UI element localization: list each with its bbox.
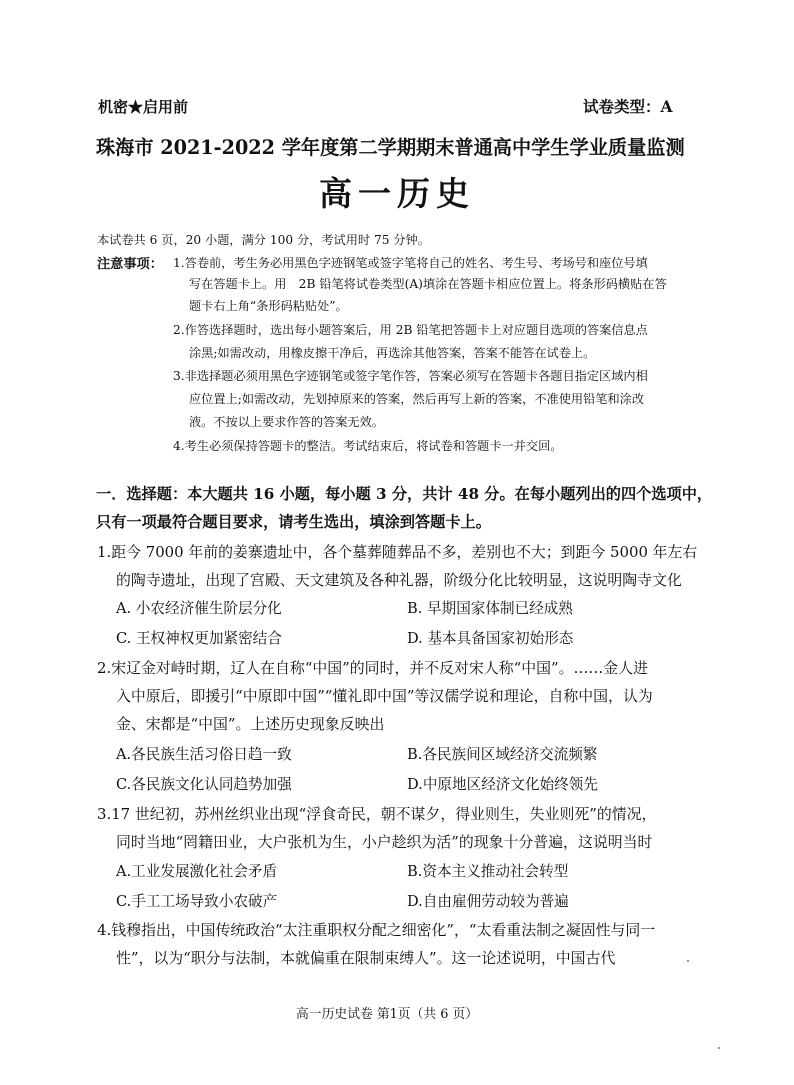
section-heading: 只有一项最符合题目要求，请考生选出，填涂到答题卡上。 [96, 513, 491, 531]
question-text: 性”，以为“职分与法制，本就偏重在限制束缚人”。这一论述说明，中国古代 [116, 949, 616, 967]
notice-line: 4.考生必须保持答题卡的整洁。考试结束后，将试卷和答题卡一并交回。 [173, 439, 563, 453]
option-b: B.各民族间区域经济交流频繁 [407, 746, 598, 763]
notice-label: 注意事项： [97, 257, 163, 272]
scan-speck [687, 960, 689, 962]
option-a: A.各民族生活习俗日趋一致 [116, 746, 292, 763]
option-c: C.各民族文化认同趋势加强 [116, 776, 292, 793]
question-text: 2.宋辽金对峙时期，辽人在自称“中国”的同时，并不反对宋人称“中国”。……金人进 [97, 659, 648, 677]
option-a: A.工业发展激化社会矛盾 [116, 863, 278, 880]
paper-type-label: 试卷类型：A [583, 97, 673, 116]
notice-line: 应位置上;如需改动，先划掉原来的答案，然后再写上新的答案，不准使用铅笔和涂改 [189, 392, 645, 406]
option-c: C.手工工场导致小农破产 [116, 893, 278, 910]
option-d: D.中原地区经济文化始终领先 [407, 776, 598, 793]
option-d: D.自由雇佣劳动较为普遍 [407, 893, 569, 910]
option-d: D. 基本具备国家初始形态 [407, 630, 574, 647]
exam-title: 珠海市 2021-2022 学年度第二学期期末普通高中学生学业质量监测 [96, 136, 685, 159]
notice-line: 液。不按以上要求作答的答案无效。 [189, 415, 384, 429]
confidential-label: 机密★启用前 [98, 98, 189, 116]
notice-line: 涂黑;如需改动，用橡皮擦干净后，再选涂其他答案，答案不能答在试卷上。 [189, 346, 596, 360]
option-b: B.资本主义推动社会转型 [407, 863, 569, 880]
notice-line: 2.作答选择题时，选出每小题答案后，用 2B 铅笔把答题卡上对应题目选项的答案信息点 [173, 323, 648, 337]
option-b: B. 早期国家体制已经成熟 [407, 600, 573, 617]
option-a: A. 小农经济催生阶层分化 [116, 600, 282, 617]
question-text: 同时当地“罔籍田业，大户张机为生，小户趁织为活”的现象十分普遍，这说明当时 [116, 833, 653, 851]
exam-intro: 本试卷共 6 页，20 小题，满分 100 分，考试用时 75 分钟。 [97, 233, 430, 247]
option-c: C. 王权神权更加紧密结合 [116, 630, 282, 647]
notice-line: 写在答题卡上。用 2B 铅笔将试卷类型(A)填涂在答题卡相应位置上。将条形码横贴在答 [189, 277, 667, 291]
question-text: 3.17 世纪初，苏州丝织业出现“浮食奇民，朝不谋夕，得业则生，失业则死”的情况， [97, 805, 657, 823]
question-text: 金、宋都是“中国”。上述历史现象反映出 [116, 715, 385, 733]
page-footer: 高一历史试卷 第1页（共 6 页） [296, 1007, 479, 1022]
question-text: 1.距今 7000 年前的姜寨遗址中，各个墓葬随葬品不多，差别也不大；到距今 5000 年左右 [97, 543, 698, 561]
question-text: 入中原后，即援引“中原即中国”“懂礼即中国”等汉儒学说和理论，自称中国，认为 [116, 687, 653, 705]
question-text: 的陶寺遗址，出现了宫殿、天文建筑及各种礼器，阶级分化比较明显，这说明陶寺文化 [116, 571, 682, 589]
notice-line: 题卡右上角“条形码粘贴处”。 [189, 299, 348, 313]
scan-speck [718, 1047, 720, 1049]
notice-line: 3.非选择题必须用黑色字迹钢笔或签字笔作答，答案必须写在答题卡各题目指定区域内相 [173, 369, 648, 383]
section-heading: 一．选择题：本大题共 16 小题，每小题 3 分，共计 48 分。在每小题列出的四个选项中， [96, 485, 713, 503]
subject-title: 高一历史 [319, 174, 475, 213]
notice-line: 1.答卷前，考生务必用黑色字迹钢笔或签字笔将自己的姓名、考生号、考场号和座位号填 [173, 256, 648, 270]
question-text: 4.钱穆指出，中国传统政治“太注重职权分配之细密化”，“太看重法制之凝固性与同一 [97, 921, 656, 939]
